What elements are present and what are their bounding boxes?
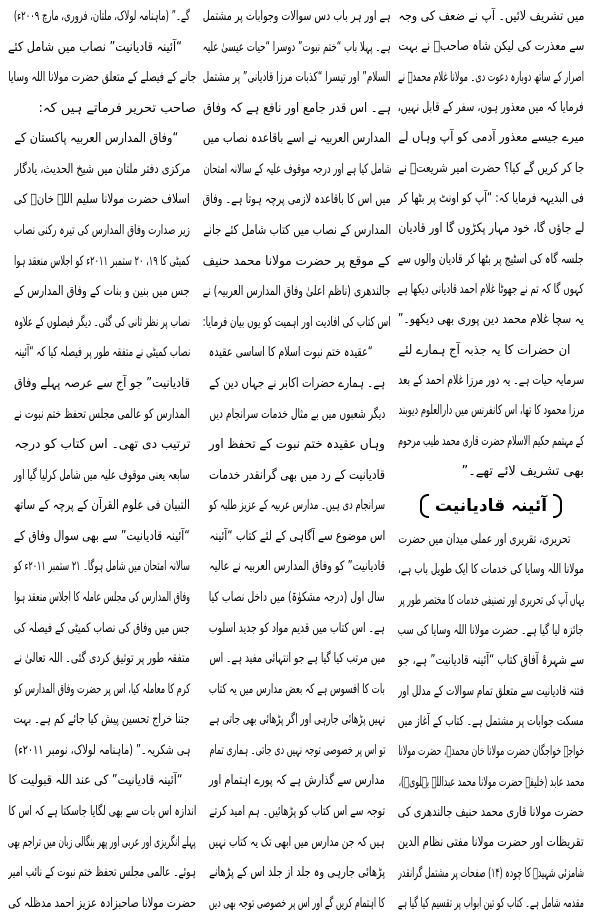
line-text: سے معذرت کی لیکن شاہ صاحبؒ نے بہت	[398, 39, 584, 55]
line-text: تو اس پر خصوصی توجہ نہیں دی جاتی۔ ہماری تمام	[209, 742, 385, 758]
line-text: محمد عابد (خلیفہ حضرت مولانا محمد عبداللہ بہلویؒ)،	[398, 774, 584, 790]
quote-line	[203, 339, 391, 366]
line-text: وفاق المدارس کی مجلس عاملہ کا اجلاس منعقد ہوا	[14, 589, 190, 605]
line-text: صاحب تحریر فرماتے ہیں کہ:	[38, 100, 196, 116]
line-text: ترتیب دی تھی۔ اس کتاب کو درجہ	[14, 437, 190, 453]
quote-line	[8, 370, 196, 397]
column-left	[8, 3, 196, 917]
text-line	[398, 215, 584, 242]
quote-line	[8, 125, 196, 152]
line-text: حضرت مولانا صاحبزادہ عزیز احمد مدظلہ کی	[8, 895, 196, 911]
line-text: ہی شکریہ۔” (ماہنامہ لولاک، نومبر ۲۰۱۱ء)	[14, 742, 190, 758]
line-text: مسکت جوابات پر مشتمل ہے۔ کتاب کے آغاز میں	[398, 713, 584, 729]
line-text: ہے اور ہر باب دس سوالات وجوابات پر مشتمل	[203, 9, 391, 24]
text-line	[398, 738, 584, 765]
quote-line	[8, 676, 196, 703]
bracket-ornament	[420, 494, 429, 518]
text-line	[398, 276, 584, 303]
text-line	[398, 397, 584, 424]
section-heading	[398, 489, 584, 523]
line-text: اسلاف حضرت مولانا سلیم اللہ خانؒ کی	[14, 192, 190, 208]
line-text: السلام” اور تیسرا “کذبات مرزا قادیانی” پر مشتمل	[203, 70, 391, 86]
text-line	[203, 278, 391, 305]
line-text: ہے۔ پہلا باب “ختم نبوت” دوسرا “حیات عیسیٰ علیہ	[203, 39, 391, 55]
line-text: فتنہ قادیانیت سے متعلق تمام سوالات کے مدلل اور	[398, 683, 584, 699]
text-line	[398, 708, 584, 735]
text-line	[398, 458, 584, 485]
text-line	[398, 367, 584, 394]
line-text: کے مہتمم حکیم الاسلام حضرت قاری محمد طیب مرحوم	[398, 433, 584, 449]
text-line	[203, 34, 391, 61]
quote-line	[8, 523, 196, 550]
quote-line	[203, 890, 391, 917]
line-text: التبیان فی علوم القرآن کے پرچہ کے ساتھ	[14, 498, 190, 514]
line-text: خواجہ خواجگان حضرت مولانا خان محمدؒ، حضرت مولانا	[398, 744, 584, 760]
text-line	[8, 34, 196, 61]
line-text: ہیں کہ جن مدارس میں ابھی تک یہ کتاب نہیں	[209, 834, 385, 850]
text-line	[398, 678, 584, 705]
text-line	[398, 799, 584, 826]
line-text: مرکزی دفتر ملتان میں شیخ الحدیث، یادگار	[14, 161, 190, 177]
text-line	[398, 306, 584, 333]
line-text: فرمایا کہ میں معذور ہوں، سفر کے قابل نہیں،	[398, 100, 584, 116]
line-text: “آئینہ قادیانیت” نصاب میں شامل کئے	[8, 39, 182, 55]
line-text: کہوں گا کہ تم نے جھوٹا غلام احمد قادیانی دیکھا ہے	[398, 282, 584, 298]
quote-line	[203, 553, 391, 580]
line-text: جائزہ لیا گیا ہے۔ حضرت مولانا اللہ وسایا کی سب	[398, 622, 584, 638]
quote-line	[8, 645, 196, 672]
quote-line	[8, 431, 196, 458]
quote-line	[203, 615, 391, 642]
text-line	[398, 860, 584, 887]
text-line	[398, 617, 584, 644]
line-text: جانے کے فیصلے کے متعلق حضرت مولانا اللہ وسایا	[8, 70, 196, 86]
quote-line	[8, 339, 196, 366]
text-line	[203, 248, 391, 275]
quote-line	[203, 584, 391, 611]
line-text: جا کر کریں گے کیا؟ حضرت امیر شریعتؒ نے	[398, 160, 584, 176]
text-line	[398, 556, 584, 583]
quote-line	[203, 767, 391, 794]
text-line	[398, 246, 584, 273]
text-line	[203, 309, 391, 336]
text-line	[203, 186, 391, 213]
text-line	[203, 64, 391, 91]
line-text: جتنا خراج تحسین پیش کیا جائے کم ہے۔ بہت	[14, 712, 190, 728]
text-line	[8, 890, 196, 917]
line-text: “عقیدہ ختم نبوت اسلام کا اساسی عقیدہ	[209, 345, 373, 361]
quote-line	[8, 186, 196, 213]
line-text: زیر صدارت وفاق المدارس کی تیرہ رکنی نصاب	[14, 223, 190, 239]
text-line	[398, 428, 584, 455]
line-text: المدارس کو عالمی مجلس تحفظ ختم نبوت نے	[14, 406, 190, 422]
text-line	[203, 217, 391, 244]
text-line	[398, 647, 584, 674]
line-text: جلسہ گاہ کی اسٹیج پر بٹھا کر قادیان والوں سے	[398, 251, 584, 267]
quote-line	[203, 737, 391, 764]
line-text: سابعہ یعنی موقوف علیہ میں شامل کرلیا گیا اور	[14, 467, 190, 483]
quote-line	[203, 645, 391, 672]
line-text: شامل کیا ہے اور درجہ موقوف علیہ کے سالانہ امتحان	[203, 161, 391, 177]
quote-line	[203, 492, 391, 519]
line-text: نہیں پڑھائی جارہی اور اگر پڑھائی بھی جاتی ہے	[209, 712, 385, 728]
text-line	[8, 95, 196, 122]
quote-line	[203, 798, 391, 825]
line-text: کمیٹی کا ۱۹، ۲۰ ستمبر ۲۰۱۱ء کو اجلاس منعقد ہوا	[14, 253, 190, 269]
line-text: تقریظات اور حضرت مولانا مفتی نظام الدین	[398, 835, 584, 851]
line-text: ان حضرات کا یہ جذبہ آج ہمارے لئے	[398, 342, 570, 358]
line-text: جالندھری (ناظم اعلیٰ وفاق المدارس العربیہ) نے	[203, 284, 391, 300]
quote-line	[203, 706, 391, 733]
line-text: میں اس کا باقاعدہ لازمی پرچہ ہوتا ہے۔ وفاق	[203, 192, 391, 208]
line-text: مدارس سے گذارش ہے کہ پورے اہتمام اور	[209, 773, 385, 789]
text-line	[203, 95, 391, 122]
line-text: مرزا محمود کا تھا، اس کانفرنس میں دارالعلوم دیوبند	[398, 403, 584, 419]
text-line	[398, 185, 584, 212]
line-text: سال اول (درجہ مشکوٰۃ) میں داخل نصاب کیا	[209, 589, 385, 605]
text-line	[398, 337, 584, 364]
line-text: المدارس کے نصاب میں کتاب شامل کئے جانے	[203, 223, 391, 239]
text-line	[398, 155, 584, 182]
line-text: کا اہتمام کریں گے اور اس پر خصوصی توجہ بھی دیں	[209, 895, 385, 911]
line-text: مولانا اللہ وسایا کی خدمات کا ایک طویل باب ہے،	[398, 562, 584, 578]
quote-line	[203, 676, 391, 703]
line-text: ہے۔ ہمارے حضرات اکابر نے جہاں دین کے	[209, 375, 385, 391]
line-text: قادیانیت کے رد میں بھی گرانقدر خدمات	[209, 467, 385, 483]
section-heading-text: آئینہ قادیانیت	[434, 495, 548, 516]
line-text: گے۔” (ماہنامہ لولاک، ملتان، فروری، مارچ ۲۰۰۹ء)	[14, 9, 190, 24]
line-text: نصاب کمیٹی نے متفقہ طور پر فیصلہ کیا کہ “آئینہ	[14, 345, 190, 361]
line-text: سے شہرۂ آفاق کتاب “آئینہ قادیانیت” ہے، جو	[398, 653, 584, 669]
line-text: بھی تشریف لائے تھے۔”	[461, 464, 584, 480]
quote-line	[203, 401, 391, 428]
line-text: اس موضوع سے آگاہی کے لئے کتاب “آئینہ	[209, 528, 385, 544]
text-line	[398, 769, 584, 796]
quote-line	[8, 462, 196, 489]
text-line	[203, 3, 391, 30]
quote-line	[8, 156, 196, 183]
text-line	[398, 124, 584, 151]
line-text: دیگر شعبوں میں بے مثال خدمات سرانجام دیں	[209, 406, 385, 422]
text-line	[8, 64, 196, 91]
quote-line	[8, 584, 196, 611]
line-text: سرمایہ حیات ہے۔ یہ دور مرزا غلام احمد کے بعد	[398, 373, 584, 389]
line-text: یہاں آپ کی تحریری اور تصنیفی خدمات کا مختصر طور پر	[398, 592, 584, 608]
line-text: “آئینہ قادیانیت” کی عند اللہ قبولیت کا	[8, 773, 182, 789]
line-text: میں تشریف لائیں۔ آپ نے ضعف کی وجہ	[398, 9, 584, 24]
line-text: میں مرتب کیا گیا ہے جو انتہائی مفید ہے۔ اس	[209, 651, 385, 667]
text-line	[8, 767, 196, 794]
quote-line	[8, 492, 196, 519]
quote-line	[203, 462, 391, 489]
line-text: پہلے انگریزی اور عربی اور پھر بنگالی زبان میں تراجم بھی	[8, 834, 196, 850]
text-line	[8, 798, 196, 825]
text-line	[398, 3, 584, 30]
line-text: فی البدیہہ فرمایا کہ: “آپ کو اونٹ پر بٹھا کر	[398, 191, 584, 207]
line-text: وہاں عقیدہ ختم نبوت کے تحفظ اور	[209, 437, 385, 453]
text-line	[398, 829, 584, 856]
line-text: مقدمہ شامل ہے۔ کتاب کو تین ابواب پر تقسیم کیا گیا ہے	[398, 895, 584, 911]
quote-line	[8, 217, 196, 244]
quote-line	[203, 829, 391, 856]
quote-line	[8, 278, 196, 305]
line-text: کرم کا معاملہ کیا، اس پر حضرت وفاق المدارس کو	[14, 681, 190, 697]
quote-line	[203, 370, 391, 397]
line-text: نصاب پر نظر ثانی کی گئی۔ دیگر فیصلوں کے علاوہ	[14, 314, 190, 330]
quote-line	[203, 859, 391, 886]
line-text: یہ سچا غلام محمد دین پوری بھی دیکھو۔”	[398, 312, 584, 328]
text-line	[398, 33, 584, 60]
quote-line	[8, 309, 196, 336]
line-text: “وفاق المدارس العربیہ پاکستان کے	[14, 131, 178, 147]
text-line	[203, 156, 391, 183]
text-line	[398, 587, 584, 614]
line-text: لے جاؤں گا، خود مہار پکڑوں گا اور قادیان	[398, 221, 584, 237]
text-line	[8, 859, 196, 886]
line-text: اندازہ اس بات سے بھی لگایا جاسکتا ہے کہ اس کا	[8, 804, 196, 820]
quote-line	[203, 523, 391, 550]
quote-line	[8, 615, 196, 642]
text-line	[8, 829, 196, 856]
quote-line	[8, 737, 196, 764]
line-text: جس میں بنین و بنات کے وفاق المدارس کے	[14, 284, 190, 300]
line-text: شامزئی شہیدؒ کا چودہ (۱۴) صفحات پر مشتمل گرانقدر	[398, 865, 584, 881]
line-text: ہوئے۔ عالمی مجلس تحفظ ختم نبوت کے نائب امیر	[8, 865, 196, 881]
line-text: توجہ سے اس کتاب کو پڑھائیں۔ ہم امید کرتے	[209, 804, 385, 820]
line-text: سالانہ امتحان میں شامل ہوگا۔ ۲۱ ستمبر ۲۰۱۱ء کو	[14, 559, 190, 575]
line-text: متفقہ طور پر توثیق کردی گئی۔ اللہ تعالیٰ نے	[14, 651, 190, 667]
text-line	[398, 890, 584, 917]
line-text: کے موقع پر حضرت مولانا محمد حنیف	[203, 253, 391, 269]
line-text: قادیانیت” جو آج سے عرصہ پہلے وفاق	[14, 375, 190, 391]
quote-line	[8, 401, 196, 428]
line-text: حضرت مولانا قاری محمد حنیف جالندھری کی	[398, 804, 584, 820]
text-line	[398, 526, 584, 553]
column-middle	[203, 3, 391, 917]
line-text: پڑھائی جارہی وہ جلد از جلد اس کے پڑھانے	[209, 865, 385, 881]
quote-line	[8, 706, 196, 733]
text-line	[398, 64, 584, 91]
quote-line	[203, 431, 391, 458]
line-text: قادیانیت” کو وفاق المدارس العربیہ نے عالیہ	[209, 559, 385, 575]
quote-line	[8, 248, 196, 275]
quote-line	[8, 3, 196, 30]
line-text: المدارس العربیہ نے اسے باقاعدہ نصاب میں	[203, 131, 391, 147]
quote-line	[8, 553, 196, 580]
line-text: ہے۔ اس کتاب میں قدیم مواد کو جدید اسلوب	[209, 620, 385, 636]
text-line	[398, 94, 584, 121]
line-text: اصرار کے ساتھ دوبارہ دعوت دی۔ مولانا غلام محمدؒ نے	[398, 69, 584, 85]
column-right	[398, 3, 584, 917]
line-text: جس میں وفاق کی نصاب کمیٹی کے فیصلہ کی	[14, 620, 190, 636]
line-text: “آئینہ قادیانیت” سے بھی سوال وفاق کے	[14, 528, 190, 544]
line-text: ہے۔ اس قدر جامع اور نافع ہے کہ وفاق	[203, 100, 391, 116]
line-text: تحریری، تقریری اور عملی میدان میں حضرت	[398, 531, 570, 547]
text-line	[203, 125, 391, 152]
line-text: سرانجام دی ہیں۔ مدارس عربیہ کے عزیز طلبہ کو	[209, 498, 385, 514]
line-text: بات کا افسوس ہے کہ بعض مدارس میں یہ کتاب	[209, 681, 385, 697]
line-text: میرے جیسے معذور آدمی کو آپ وہاں لے	[398, 130, 584, 146]
bracket-ornament	[553, 494, 562, 518]
line-text: اس کتاب کی افادیت اور اہمیت کو یوں بیان فرمایا:	[203, 314, 391, 330]
